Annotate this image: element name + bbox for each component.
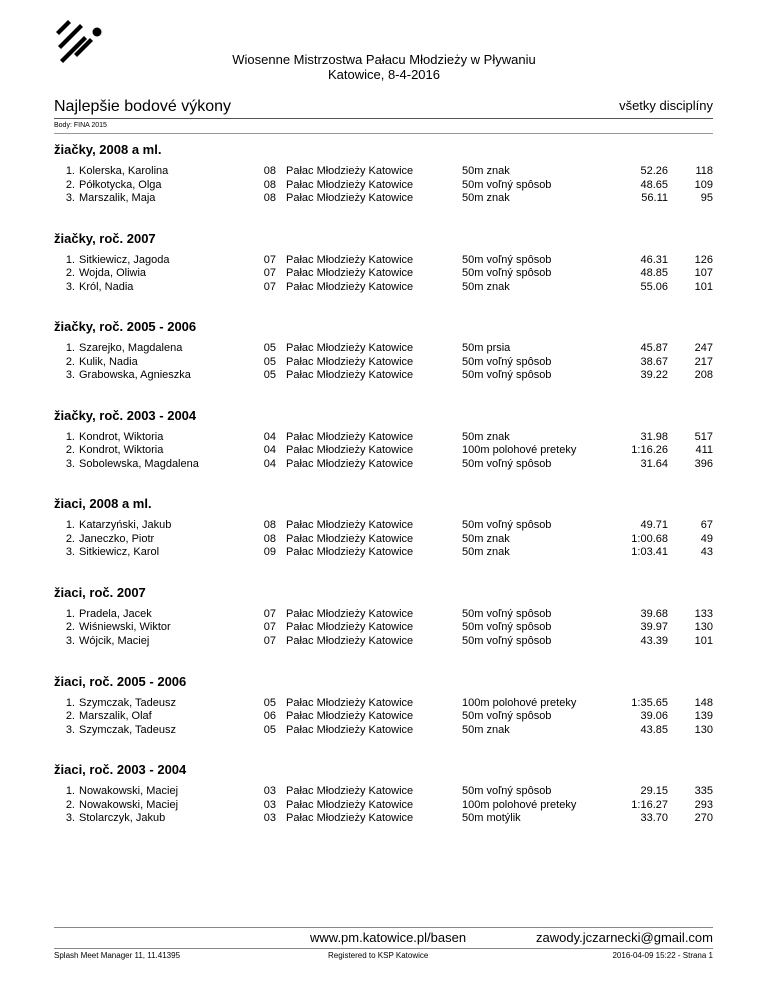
athlete-name: Kondrot, Wiktoria [79, 430, 164, 443]
fina-points: 293 [694, 798, 713, 811]
rank: 1. [65, 253, 75, 266]
result-row [54, 724, 713, 738]
birth-year: 03 [263, 812, 276, 825]
athlete-name: Nowakowski, Maciej [79, 785, 179, 798]
result-row [54, 165, 713, 179]
result-row [54, 608, 713, 622]
email-link[interactable]: zawody.jczarnecki@gmail.com [536, 930, 713, 945]
athlete-name: Król, Nadia [79, 280, 134, 293]
result-row [54, 621, 713, 635]
event-name: 50m voľný spôsob [462, 457, 552, 470]
rank: 3. [65, 369, 75, 382]
club-name: Pałac Młodzieży Katowice [286, 457, 414, 470]
swim-time: 55.06 [640, 280, 668, 293]
athlete-name: Szymczak, Tadeusz [79, 696, 177, 709]
athlete-name: Marszalik, Olaf [79, 710, 152, 723]
athlete-name: Pradela, Jacek [79, 607, 152, 620]
meet-heading [0, 52, 768, 82]
rank: 3. [65, 192, 75, 204]
club-name: Pałac Młodzieży Katowice [286, 634, 414, 647]
rank: 2. [65, 444, 75, 457]
birth-year: 08 [263, 178, 276, 191]
fina-points: 517 [694, 430, 713, 443]
birth-year: 07 [263, 634, 276, 647]
birth-year: 05 [263, 342, 276, 355]
birth-year: 08 [263, 192, 276, 204]
group-rows [54, 431, 713, 472]
result-group [54, 231, 713, 320]
event-name: 50m motýlik [462, 812, 521, 825]
rank: 3. [65, 546, 75, 559]
group-title: žiaci, roč. 2005 - 2006 [54, 673, 187, 689]
birth-year: 04 [263, 430, 276, 443]
swim-time: 29.15 [640, 785, 668, 798]
meet-place-date: Katowice, 8-4-2016 [327, 67, 440, 82]
swim-time: 39.97 [640, 621, 668, 634]
event-name: 50m voľný spôsob [462, 355, 552, 368]
event-name: 50m voľný spôsob [462, 519, 552, 532]
fina-points: 126 [694, 253, 713, 266]
fina-points: 247 [694, 342, 713, 355]
fina-points: 208 [694, 369, 713, 382]
swim-time: 1:00.68 [631, 532, 668, 545]
rank: 1. [65, 519, 75, 532]
rank: 3. [65, 457, 75, 470]
result-row [54, 267, 713, 281]
result-row [54, 342, 713, 356]
fina-points: 130 [694, 621, 713, 634]
group-title: žiaci, roč. 2003 - 2004 [54, 762, 187, 778]
result-row [54, 431, 713, 445]
group-rows [54, 608, 713, 649]
swim-time: 39.06 [640, 710, 668, 723]
athlete-name: Sitkiewicz, Jagoda [79, 253, 170, 266]
fina-points: 148 [694, 696, 713, 709]
result-row [54, 785, 713, 799]
athlete-name: Stolarczyk, Jakub [79, 812, 166, 825]
result-row [54, 519, 713, 533]
result-row [54, 533, 713, 547]
fina-points: 67 [700, 519, 713, 532]
club-name: Pałac Młodzieży Katowice [286, 812, 414, 825]
swim-time: 31.64 [640, 457, 668, 470]
result-row [54, 281, 713, 295]
event-name: 50m voľný spôsob [462, 369, 552, 382]
birth-year: 07 [263, 253, 276, 266]
result-row [54, 710, 713, 724]
athlete-name: Grabowska, Agnieszka [79, 369, 191, 382]
swim-time: 43.85 [640, 723, 668, 736]
birth-year: 05 [263, 355, 276, 368]
club-name: Pałac Młodzieży Katowice [286, 532, 414, 545]
rank: 2. [65, 532, 75, 545]
birth-year: 08 [263, 165, 276, 177]
event-name: 50m znak [462, 532, 510, 545]
rank: 3. [65, 634, 75, 647]
club-name: Pałac Młodzieży Katowice [286, 798, 414, 811]
birth-year: 03 [263, 798, 276, 811]
club-name: Pałac Młodzieży Katowice [286, 607, 414, 620]
birth-year: 05 [263, 723, 276, 736]
event-name: 50m voľný spôsob [462, 785, 552, 798]
event-name: 50m znak [462, 430, 510, 443]
swim-time: 1:35.65 [631, 696, 668, 709]
swim-time: 1:16.26 [631, 444, 668, 457]
fina-points: 49 [700, 532, 713, 545]
fina-points: 217 [694, 355, 713, 368]
rank: 2. [65, 355, 75, 368]
event-name: 100m polohové preteky [462, 444, 577, 457]
group-title: žiačky, roč. 2003 - 2004 [54, 407, 197, 423]
club-name: Pałac Młodzieży Katowice [286, 355, 414, 368]
result-group [54, 319, 713, 408]
fina-points: 95 [700, 192, 713, 204]
swim-time: 38.67 [640, 355, 668, 368]
club-name: Pałac Młodzieży Katowice [286, 546, 414, 559]
event-name: 100m polohové preteky [462, 798, 577, 811]
fina-points: 130 [694, 723, 713, 736]
result-row [54, 812, 713, 826]
result-group [54, 408, 713, 497]
athlete-name: Szarejko, Magdalena [79, 342, 183, 355]
swim-time: 46.31 [640, 253, 668, 266]
footer-divider-top [54, 927, 713, 928]
group-title: žiaci, roč. 2007 [54, 584, 146, 600]
event-name: 50m znak [462, 192, 510, 204]
club-name: Pałac Młodzieży Katowice [286, 178, 414, 191]
group-rows [54, 342, 713, 383]
event-name: 100m polohové preteky [462, 696, 577, 709]
swim-time: 52.26 [640, 165, 668, 177]
club-name: Pałac Młodzieży Katowice [286, 519, 414, 532]
fina-points: 107 [694, 267, 713, 280]
event-name: 50m voľný spôsob [462, 253, 552, 266]
club-name: Pałac Młodzieży Katowice [286, 192, 414, 204]
group-rows [54, 785, 713, 826]
footer-divider-bottom [54, 948, 713, 949]
athlete-name: Sitkiewicz, Karol [79, 546, 160, 559]
rank: 1. [65, 342, 75, 355]
club-name: Pałac Młodzieży Katowice [286, 280, 414, 293]
event-name: 50m voľný spôsob [462, 621, 552, 634]
results-list [54, 142, 713, 851]
athlete-name: Wojda, Oliwia [79, 267, 147, 280]
rank: 1. [65, 696, 75, 709]
birth-year: 04 [263, 444, 276, 457]
registered-to: Registered to KSP Katowice [328, 951, 429, 960]
athlete-name: Janeczko, Piotr [79, 532, 155, 545]
group-rows [54, 165, 713, 206]
rank: 2. [65, 178, 75, 191]
website-link[interactable]: www.pm.katowice.pl/basen [310, 930, 467, 945]
fina-points: 133 [694, 607, 713, 620]
result-group [54, 496, 713, 585]
result-group [54, 674, 713, 763]
group-title: žiačky, 2008 a ml. [54, 142, 162, 157]
swim-time: 1:16.27 [631, 798, 668, 811]
athlete-name: Nowakowski, Maciej [79, 798, 179, 811]
rank: 1. [65, 607, 75, 620]
points-basis: Body: FINA 2015 [54, 122, 107, 129]
club-name: Pałac Młodzieży Katowice [286, 165, 414, 177]
group-title: žiaci, 2008 a ml. [54, 496, 152, 512]
report-title: Najlepšie bodové výkony [54, 98, 231, 115]
swim-time: 49.71 [640, 519, 668, 532]
event-name: 50m voľný spôsob [462, 607, 552, 620]
swim-time: 39.22 [640, 369, 668, 382]
fina-points: 43 [700, 546, 713, 559]
birth-year: 07 [263, 280, 276, 293]
event-name: 50m prsia [462, 342, 511, 355]
rank: 1. [65, 430, 75, 443]
club-name: Pałac Młodzieży Katowice [286, 785, 414, 798]
athlete-name: Sobolewska, Magdalena [79, 457, 199, 470]
result-row [54, 444, 713, 458]
athlete-name: Kulik, Nadia [79, 355, 138, 368]
result-group [54, 762, 713, 851]
event-name: 50m voľný spôsob [462, 178, 552, 191]
birth-year: 09 [263, 546, 276, 559]
event-name: 50m voľný spôsob [462, 634, 552, 647]
swim-time: 39.68 [640, 607, 668, 620]
club-name: Pałac Młodzieży Katowice [286, 430, 414, 443]
group-rows [54, 254, 713, 295]
swim-time: 31.98 [640, 430, 668, 443]
birth-year: 07 [263, 607, 276, 620]
fina-points: 335 [694, 785, 713, 798]
result-row [54, 799, 713, 813]
fina-points: 396 [694, 457, 713, 470]
club-name: Pałac Młodzieży Katowice [286, 710, 414, 723]
result-row [54, 369, 713, 383]
birth-year: 08 [263, 519, 276, 532]
group-title: žiačky, roč. 2007 [54, 230, 156, 246]
athlete-name: Marszalik, Maja [79, 192, 156, 204]
athlete-name: Kolerska, Karolina [79, 165, 169, 177]
event-name: 50m znak [462, 280, 510, 293]
result-group [54, 142, 713, 231]
birth-year: 07 [263, 621, 276, 634]
group-rows [54, 697, 713, 738]
event-name: 50m voľný spôsob [462, 710, 552, 723]
rank: 3. [65, 812, 75, 825]
athlete-name: Szymczak, Tadeusz [79, 723, 177, 736]
fina-points: 411 [695, 444, 713, 457]
result-group [54, 585, 713, 674]
swim-time: 48.85 [640, 267, 668, 280]
athlete-name: Kondrot, Wiktoria [79, 444, 164, 457]
rank: 3. [65, 723, 75, 736]
club-name: Pałac Młodzieży Katowice [286, 342, 414, 355]
result-row [54, 179, 713, 193]
fina-points: 109 [694, 178, 713, 191]
event-name: 50m voľný spôsob [462, 267, 552, 280]
club-name: Pałac Młodzieży Katowice [286, 621, 414, 634]
result-row [54, 458, 713, 472]
swim-time: 56.11 [641, 192, 668, 204]
fina-points: 139 [694, 710, 713, 723]
rank: 2. [65, 798, 75, 811]
birth-year: 08 [263, 532, 276, 545]
club-name: Pałac Młodzieży Katowice [286, 696, 414, 709]
result-row [54, 356, 713, 370]
birth-year: 03 [263, 785, 276, 798]
rank: 2. [65, 710, 75, 723]
swim-time: 43.39 [640, 634, 668, 647]
header-divider [54, 118, 713, 119]
athlete-name: Wiśniewski, Wiktor [79, 621, 171, 634]
software-version: Splash Meet Manager 11, 11.41395 [54, 951, 181, 960]
timestamp-page: 2016-04-09 15:22 - Strana 1 [612, 951, 713, 960]
result-row [54, 697, 713, 711]
club-name: Pałac Młodzieży Katowice [286, 723, 414, 736]
club-name: Pałac Młodzieży Katowice [286, 253, 414, 266]
club-name: Pałac Młodzieży Katowice [286, 267, 414, 280]
swim-time: 48.65 [640, 178, 668, 191]
result-row [54, 635, 713, 649]
meet-name: Wiosenne Mistrzostwa Pałacu Młodzieży w Pływaniu [232, 52, 536, 67]
discipline-filter: všetky disciplíny [619, 98, 713, 113]
rank: 3. [65, 280, 75, 293]
birth-year: 05 [263, 369, 276, 382]
result-row [54, 192, 713, 206]
club-name: Pałac Młodzieży Katowice [286, 369, 414, 382]
fina-points: 118 [695, 165, 713, 177]
event-name: 50m znak [462, 546, 510, 559]
subheader-divider [54, 133, 713, 134]
fina-points: 270 [694, 812, 713, 825]
birth-year: 07 [263, 267, 276, 280]
swim-time: 45.87 [640, 342, 668, 355]
rank: 1. [65, 165, 75, 177]
group-rows [54, 519, 713, 560]
group-title: žiačky, roč. 2005 - 2006 [54, 319, 197, 335]
swim-time: 1:03.41 [631, 546, 668, 559]
birth-year: 05 [263, 696, 276, 709]
swim-time: 33.70 [640, 812, 668, 825]
rank: 2. [65, 621, 75, 634]
rank: 1. [65, 785, 75, 798]
birth-year: 06 [263, 710, 276, 723]
athlete-name: Katarzyński, Jakub [79, 519, 172, 532]
result-row [54, 546, 713, 560]
athlete-name: Wójcik, Maciej [79, 634, 150, 647]
rank: 2. [65, 267, 75, 280]
club-name: Pałac Młodzieży Katowice [286, 444, 414, 457]
result-row [54, 254, 713, 268]
event-name: 50m znak [462, 165, 510, 177]
fina-points: 101 [694, 634, 713, 647]
athlete-name: Półkotycka, Olga [79, 178, 162, 191]
event-name: 50m znak [462, 723, 510, 736]
birth-year: 04 [263, 457, 276, 470]
fina-points: 101 [694, 280, 713, 293]
